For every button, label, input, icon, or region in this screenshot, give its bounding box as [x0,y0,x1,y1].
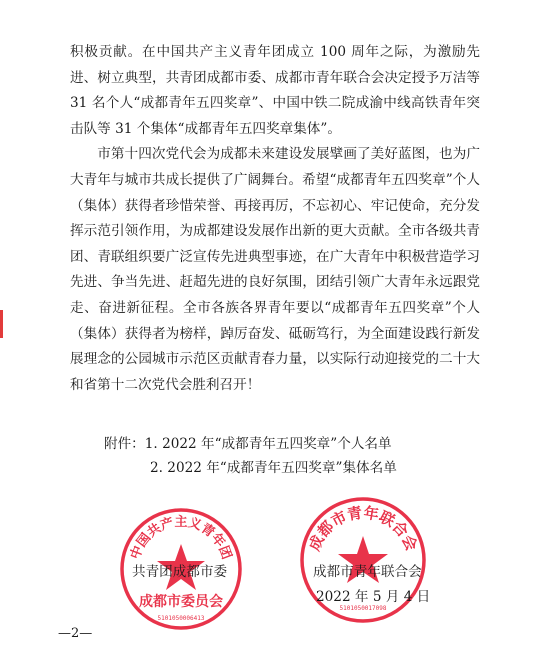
seal-number: 5101050017098 [339,605,387,612]
seal-arc-text: 成都市青年联合会 [305,503,421,554]
attachments [104,432,397,480]
issue-date: 2022 年 5 月 4 日 [316,589,431,605]
body-paragraph: 市第十四次党代会为成都未来建设发展擘画了美好蓝图，也为广大青年与城市共成长提供了广阔舞台。希望“成都青年五四奖章”个人（集体）获得者珍惜荣誉、再接再厉，不忘初心、牢记使命，充分发挥示范引领作用，为成都建设发展作出新的更大贡献。全市各级共青团、青联组织要广泛宣传先进典型事迹，在广大青年中积极营造学习先进、争当先进、赶超先进的良好氛围，团结引领广大青年永远跟党走、奋进新征程。全市各族各界青年要以“成都青年五四奖章”个人（集体）获得者为榜样，踔厉奋发、砥砺笃行，为全面建设践行新发展理念的公园城市示范区贡献青春力量，以实际行动迎接党的二十大和省第十二次党代会胜利召开！ [70,146,480,393]
seal-number: 5101050006413 [157,615,205,622]
attachment-item: 1. 2022 年“成都青年五四奖章”个人名单 [144,436,392,452]
margin-mark [0,310,3,338]
attachment-item: 2. 2022 年“成都青年五四奖章”集体名单 [150,460,397,476]
seal-arc-text: 中国共产主义青年团 [128,515,234,562]
body-paragraph: 积极贡献。在中国共产主义青年团成立 100 周年之际，为激励先进、树立典型，共青团成都市委、成都市青年联合会决定授予万洁等 31 名个人“成都青年五四奖章”、中国中铁二院成渝中线高铁青年突击队等 31 个集体“成都青年五四奖章集体”。 [70,44,480,137]
page-number: —2— [58,626,93,641]
attachment-row [104,456,397,480]
attachment-label: 附件： [104,436,145,452]
document-body [70,40,480,398]
right-signer: 成都市青年联合会 [313,564,422,580]
left-signer: 共青团成都市委 [132,564,228,580]
attachment-row [104,432,397,456]
seal-bottom-text: 成都市委员会 [139,594,223,610]
